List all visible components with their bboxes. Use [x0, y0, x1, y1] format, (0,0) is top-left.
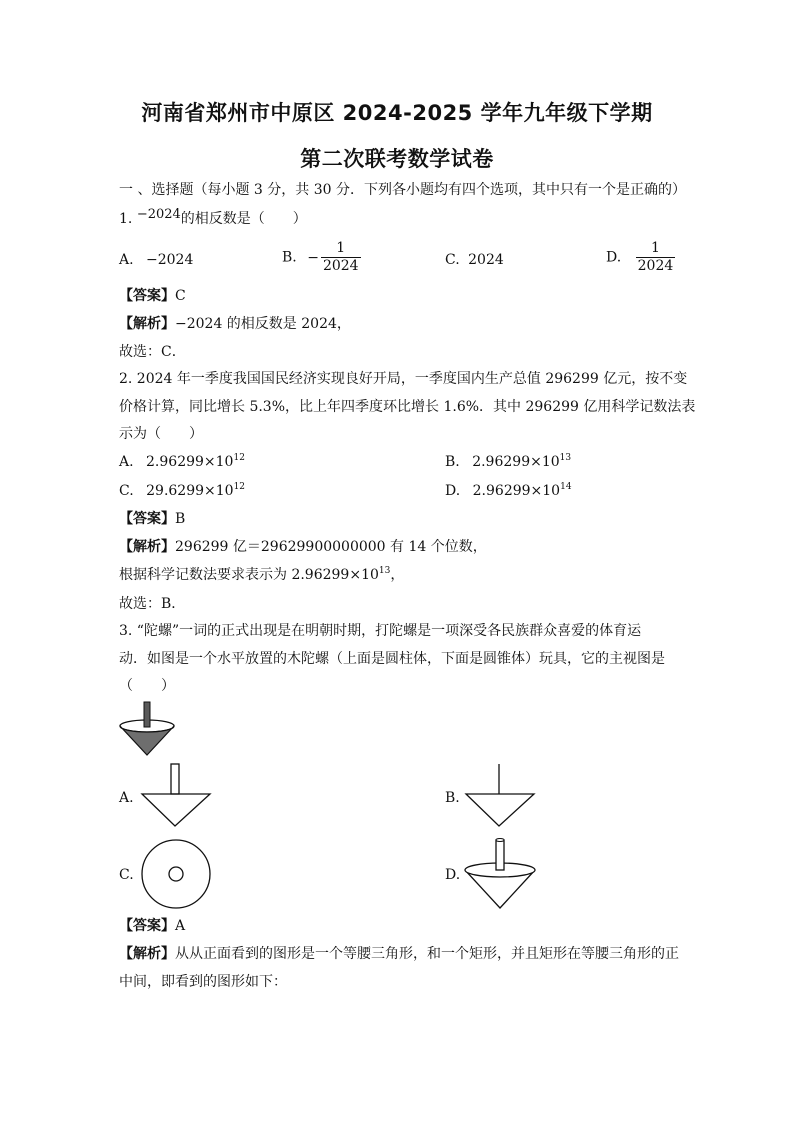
option-value: 2.96299×10 [472, 454, 560, 470]
option-label: A. [119, 454, 134, 470]
q3-analysis [119, 944, 679, 964]
inner-circle [169, 867, 183, 881]
option-value: 2.96299×10 [146, 454, 234, 470]
q2-stem-line-1: 2. 2024 年一季度我国国民经济实现良好开局，一季度国内生产总值 296299 亿元，按不变 [119, 371, 688, 387]
q2-option-d [445, 481, 572, 501]
spinning-top-figure [118, 700, 178, 760]
option-value: 2024 [468, 252, 504, 268]
stem-top [496, 839, 504, 842]
analysis-text: 从从正面看到的图形是一个等腰三角形，和一个矩形，并且矩形在等腰三角形的正 [175, 946, 679, 962]
perspective-cylinder-on-cone-icon [463, 836, 539, 912]
option-value: −2024 [146, 252, 194, 268]
option-label: D. [445, 483, 461, 499]
fraction-numerator: 1 [636, 240, 676, 258]
option-label: A. [119, 252, 134, 268]
q1-number: 1. [119, 211, 133, 227]
option-exponent: 12 [233, 482, 246, 492]
q2-stem-line-2: 价格计算，同比增长 5.3%，比上年四季度环比增长 1.6%．其中 296299 亿用科学记数法表 [119, 399, 696, 415]
front-view-rectangle-on-triangle-icon [140, 762, 212, 830]
stem-rectangle [171, 764, 179, 794]
option-exponent: 13 [559, 453, 572, 463]
analysis-tag: 【解析】 [119, 946, 175, 962]
q1-option-a [119, 250, 193, 270]
cylinder-stem [144, 702, 150, 727]
q1-option-c [445, 250, 504, 270]
q2-option-a [119, 452, 245, 472]
stem-cylinder [496, 840, 504, 870]
answer-tag: 【答案】 [119, 511, 175, 527]
q2-analysis-line-2 [119, 565, 404, 585]
q1-conclusion: 故选：C． [119, 344, 186, 360]
title-line-2: 第二次联考数学试卷 [300, 147, 494, 171]
answer-value: A [175, 918, 186, 934]
fraction [636, 240, 676, 275]
q1-answer [119, 286, 186, 306]
q2-option-c [119, 481, 245, 501]
q1-option-d [606, 240, 675, 275]
q3-option-b-label: B. [445, 790, 460, 806]
analysis-tag: 【解析】 [119, 539, 175, 555]
q1-expression: −2024 [136, 207, 181, 222]
q3-answer [119, 916, 185, 936]
option-value: 2.96299×10 [472, 483, 561, 499]
q2-stem-line-3: 示为（ ） [119, 426, 203, 442]
q2-option-b [445, 452, 571, 472]
section-heading: 一 、选择题（每小题 3 分，共 30 分．下列各小题均有四个选项，其中只有一个是正确的） [119, 182, 686, 198]
q2-analysis [119, 537, 487, 557]
answer-value: B [175, 511, 186, 527]
front-view-line-on-triangle-icon [464, 762, 536, 830]
q2-conclusion: 故选：B． [119, 596, 186, 612]
q1-option-b [282, 240, 361, 275]
q3-option-c-label: C. [119, 867, 134, 883]
analysis-exponent: 13 [378, 566, 391, 576]
analysis-text: −2024 的相反数是 2024， [175, 316, 351, 332]
option-label: C. [445, 252, 460, 268]
top-view-concentric-circles-icon [140, 838, 214, 912]
title-line-1: 河南省郑州市中原区 2024-2025 学年九年级下学期 [141, 101, 653, 125]
option-label: B. [445, 454, 460, 470]
q1-analysis [119, 314, 351, 334]
q3-stem-line-1: 3. “陀螺”一词的正式出现是在明朝时期，打陀螺是一项深受各民族群众喜爱的体育运 [119, 623, 642, 639]
option-value: 29.6299×10 [146, 483, 234, 499]
q3-analysis-line-2: 中间，即看到的图形如下： [119, 974, 287, 990]
q3-stem-line-3: （ ） [119, 678, 175, 694]
q1-stem [119, 209, 307, 229]
analysis-tag: 【解析】 [119, 316, 175, 332]
analysis-text: 296299 亿＝29629900000000 有 14 个位数， [175, 539, 487, 555]
q2-answer [119, 509, 185, 529]
analysis-text: ， [390, 567, 405, 583]
answer-tag: 【答案】 [119, 288, 175, 304]
option-label: D. [606, 249, 622, 266]
q3-option-d-label: D. [445, 867, 461, 883]
fraction-denominator: 2024 [322, 258, 359, 274]
fraction-denominator: 2024 [637, 258, 674, 274]
analysis-text: 根据科学记数法要求表示为 2.96299×10 [119, 567, 379, 583]
option-exponent: 14 [560, 482, 572, 492]
option-label: C. [119, 483, 134, 499]
answer-tag: 【答案】 [119, 918, 175, 934]
fraction-numerator: 1 [321, 240, 361, 258]
option-label: B. [282, 249, 297, 266]
q3-stem-line-2: 动．如图是一个水平放置的木陀螺（上面是圆柱体，下面是圆锥体）玩具，它的主视图是 [119, 651, 665, 667]
q1-stem-text: 的相反数是（ ） [180, 211, 307, 227]
option-exponent: 12 [233, 453, 245, 463]
outer-circle [142, 840, 210, 908]
cone-triangle [466, 794, 534, 826]
q3-option-a-label: A. [119, 790, 134, 806]
fraction [321, 240, 361, 275]
option-sign: − [307, 249, 319, 266]
answer-value: C [175, 288, 186, 304]
cone-triangle [142, 794, 210, 826]
